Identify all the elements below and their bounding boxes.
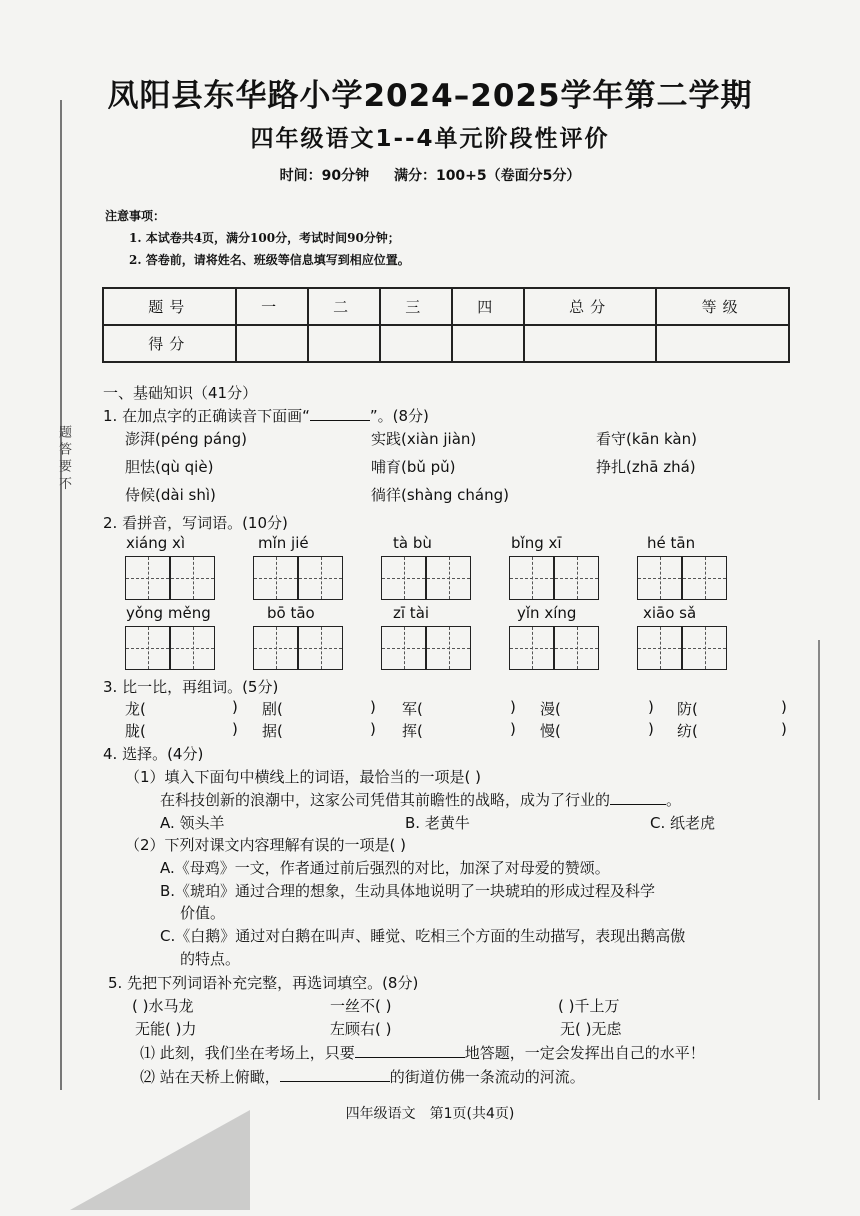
- q3-word-open[interactable]: 防(: [677, 700, 698, 718]
- char-box[interactable]: [682, 556, 727, 600]
- q2-pinyin: yǒng měng: [126, 604, 211, 622]
- q5-idiom[interactable]: 无能( )力: [135, 1020, 197, 1038]
- q5-idiom[interactable]: ( )千上万: [558, 997, 620, 1015]
- q1-item[interactable]: 哺育(bǔ pǔ): [371, 458, 456, 476]
- q4-p2: （2）下列对课文内容理解有误的一项是( ): [125, 836, 407, 854]
- right-margin-line: [818, 640, 820, 1100]
- q4-title: 4. 选择。(4分): [103, 745, 204, 763]
- scan-corner-shadow: [70, 1110, 250, 1210]
- char-box[interactable]: [554, 626, 599, 670]
- q3-word-open[interactable]: 军(: [402, 700, 423, 718]
- note-item: 2. 答卷前，请将姓名、班级等信息填写到相应位置。: [129, 253, 410, 267]
- exam-full-score: 满分：100+5（卷面分5分）: [393, 168, 581, 184]
- q4-option[interactable]: B. 老黄牛: [405, 814, 470, 832]
- char-box[interactable]: [298, 556, 343, 600]
- q4-p2-option-b[interactable]: B.《琥珀》通过合理的想象，生动具体地说明了一块琥珀的形成过程及科学: [160, 882, 656, 900]
- q2-pinyin: bō tāo: [267, 604, 315, 622]
- q5-s1-b: 地答题，一定会发挥出自己的水平！: [464, 1044, 705, 1062]
- q2-pinyin: bǐng xī: [511, 534, 562, 552]
- notes: [105, 205, 410, 271]
- score-header-cell: 二: [308, 288, 380, 325]
- char-box[interactable]: [637, 556, 682, 600]
- char-box[interactable]: [682, 626, 727, 670]
- char-box[interactable]: [426, 556, 471, 600]
- char-box[interactable]: [298, 626, 343, 670]
- q3-word-close: ): [648, 698, 654, 716]
- q5-s2-b: 的街道仿佛一条流动的河流。: [389, 1068, 585, 1086]
- q1-item[interactable]: 徜徉(shàng cháng): [371, 486, 509, 504]
- q5-idiom[interactable]: 左顾右( ): [330, 1020, 392, 1038]
- q2-pinyin: tà bù: [393, 534, 432, 552]
- score-table: [102, 287, 790, 363]
- q3-word-close: ): [232, 698, 238, 716]
- q5-idiom[interactable]: 一丝不( ): [330, 997, 392, 1015]
- score-header-cell: 题号: [103, 288, 236, 325]
- q1-item[interactable]: 侍候(dài shì): [125, 486, 216, 504]
- q3-word-close: ): [781, 720, 787, 738]
- q4-p1-sentence: 在科技创新的浪潮中，这家公司凭借其前瞻性的战略，成为了行业的: [160, 791, 611, 809]
- exam-meta: [0, 165, 860, 185]
- char-box[interactable]: [170, 556, 215, 600]
- q1-item[interactable]: 看守(kān kàn): [596, 430, 697, 448]
- binding-line: [60, 100, 62, 1090]
- q5-sentence-2: [140, 1066, 585, 1087]
- q3-word-open[interactable]: 据(: [262, 722, 283, 740]
- q5-s2-a: ⑵ 站在天桥上俯瞰，: [140, 1068, 280, 1086]
- q3-word-close: ): [232, 720, 238, 738]
- score-header-cell: 等级: [656, 288, 789, 325]
- char-box[interactable]: [637, 626, 682, 670]
- score-cell[interactable]: [524, 325, 657, 362]
- page-footer: 四年级语文 第1页(共4页): [345, 1106, 515, 1122]
- score-header-cell: 四: [452, 288, 524, 325]
- q1-item[interactable]: 胆怯(qù qiè): [125, 458, 214, 476]
- char-box[interactable]: [509, 626, 554, 670]
- score-label-cell: 得分: [103, 325, 236, 362]
- score-header-cell: 三: [380, 288, 452, 325]
- q4-p2-option-b-cont: 价值。: [180, 904, 226, 922]
- q5-idiom[interactable]: ( )水马龙: [132, 997, 194, 1015]
- q5-s1-a: ⑴ 此刻，我们坐在考场上，只要: [140, 1044, 355, 1062]
- q2-pinyin: xiáng xì: [126, 534, 186, 552]
- q4-p1-sentence-line: 在科技创新的浪潮中，这家公司凭借其前瞻性的战略，成为了行业的 。: [160, 791, 682, 809]
- char-box[interactable]: [253, 556, 298, 600]
- q3-word-close: ): [370, 698, 376, 716]
- binding-side-text: 题 答 要 不: [56, 425, 71, 490]
- q5-title: 5. 先把下列词语补充完整，再选词填空。(8分): [108, 974, 419, 992]
- q3-word-close: ): [370, 720, 376, 738]
- score-header-row: [103, 288, 789, 325]
- score-header-cell: 一: [236, 288, 308, 325]
- char-box[interactable]: [426, 626, 471, 670]
- exam-time: 时间：90分钟: [279, 168, 370, 184]
- q3-word-close: ): [510, 698, 516, 716]
- q4-option[interactable]: C. 纸老虎: [650, 814, 716, 832]
- q2-title: 2. 看拼音，写词语。(10分): [103, 514, 288, 532]
- char-box[interactable]: [170, 626, 215, 670]
- q3-word-close: ): [510, 720, 516, 738]
- q3-word-open[interactable]: 胧(: [125, 722, 146, 740]
- q1-title-b: ”。(8分): [369, 407, 429, 425]
- q4-p2-option-c-cont: 的特点。: [180, 950, 241, 968]
- q1-title: [103, 405, 429, 426]
- note-item: 1. 本试卷共4页，满分100分，考试时间90分钟；: [129, 231, 400, 245]
- q4-option[interactable]: A. 领头羊: [160, 814, 225, 832]
- char-box[interactable]: [381, 556, 426, 600]
- q5-idiom[interactable]: 无( )无虑: [560, 1020, 622, 1038]
- score-cell[interactable]: [236, 325, 308, 362]
- score-cell[interactable]: [380, 325, 452, 362]
- section-title: 一、基础知识（41分）: [103, 384, 258, 402]
- page-title: 凤阳县东华路小学2024–2025学年第二学期: [107, 78, 753, 114]
- score-cell[interactable]: [308, 325, 380, 362]
- char-box[interactable]: [381, 626, 426, 670]
- q3-word-open[interactable]: 龙(: [125, 700, 146, 718]
- q3-word-open[interactable]: 漫(: [540, 700, 561, 718]
- score-value-row: [103, 325, 789, 362]
- q1-item[interactable]: 实践(xiàn jiàn): [371, 430, 477, 448]
- q2-pinyin: yǐn xíng: [517, 604, 577, 622]
- page-subtitle: 四年级语文1--4单元阶段性评价: [250, 126, 610, 152]
- q3-word-open[interactable]: 慢(: [540, 722, 561, 740]
- q5-s1-blank[interactable]: [355, 1057, 465, 1058]
- q3-word-open[interactable]: 挥(: [402, 722, 423, 740]
- q4-p2-option-c[interactable]: C.《白鹅》通过对白鹅在叫声、睡觉、吃相三个方面的生动描写，表现出鹅高傲: [160, 927, 686, 945]
- q1-title-a: 1. 在加点字的正确读音下面画“: [103, 407, 310, 425]
- score-cell[interactable]: [452, 325, 524, 362]
- q4-p1: （1）填入下面句中横线上的词语，最恰当的一项是( ): [125, 768, 482, 786]
- q3-word-open[interactable]: 剧(: [262, 700, 283, 718]
- q2-pinyin: xiāo sǎ: [643, 604, 697, 622]
- q3-word-open[interactable]: 纺(: [677, 722, 698, 740]
- char-box[interactable]: [509, 556, 554, 600]
- q5-s2-blank[interactable]: [280, 1081, 390, 1082]
- q2-pinyin: hé tān: [647, 534, 696, 552]
- q4-p2-option-a[interactable]: A.《母鸡》一文，作者通过前后强烈的对比，加深了对母爱的赞颂。: [160, 859, 610, 877]
- q1-item[interactable]: 挣扎(zhā zhá): [596, 458, 696, 476]
- q1-title-blank: [310, 420, 370, 421]
- q2-pinyin: mǐn jié: [258, 534, 309, 552]
- notes-heading: 注意事项：: [105, 209, 166, 223]
- char-box[interactable]: [125, 626, 170, 670]
- q1-item[interactable]: 澎湃(péng páng): [125, 430, 247, 448]
- score-header-cell: 总分: [524, 288, 657, 325]
- q3-word-close: ): [648, 720, 654, 738]
- q4-p1-blank[interactable]: [610, 804, 666, 805]
- q3-word-close: ): [781, 698, 787, 716]
- char-box[interactable]: [554, 556, 599, 600]
- q5-sentence-1: [140, 1042, 705, 1063]
- char-box[interactable]: [253, 626, 298, 670]
- char-box[interactable]: [125, 556, 170, 600]
- q3-title: 3. 比一比，再组词。(5分): [103, 678, 279, 696]
- q2-pinyin: zī tài: [393, 604, 430, 622]
- score-cell[interactable]: [656, 325, 789, 362]
